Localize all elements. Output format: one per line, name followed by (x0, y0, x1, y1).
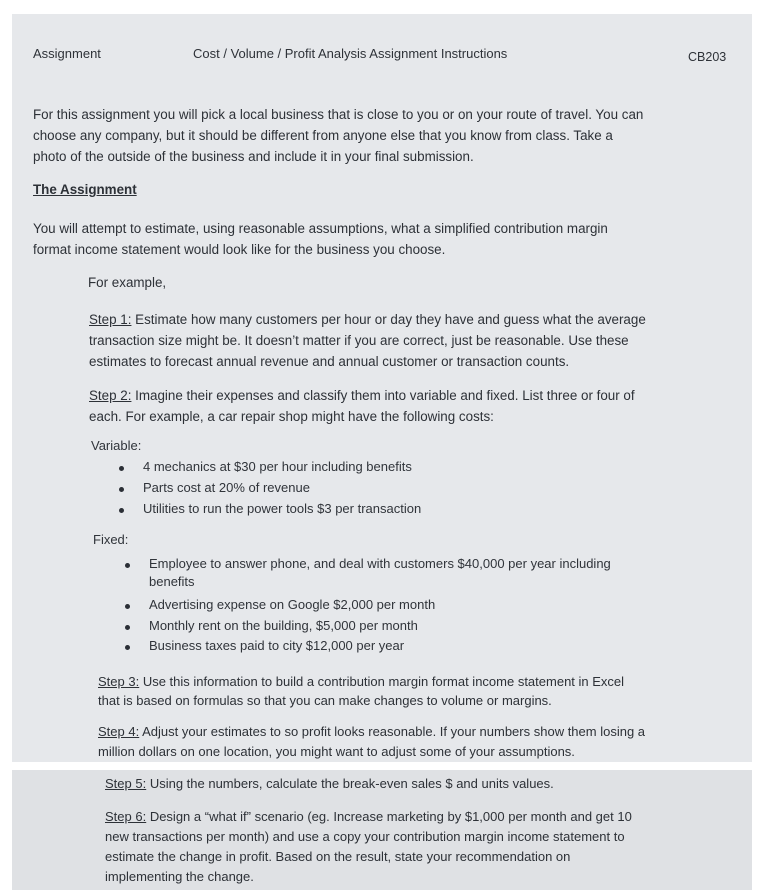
intro-line-2: choose any company, but it should be different from anyone else that you know from class. Take a (33, 128, 613, 143)
variable-heading: Variable: (91, 438, 142, 453)
step2-line-2: each. For example, a car repair shop might have the following costs: (89, 409, 494, 424)
step3-text-1: Use this information to build a contribution margin format income statement in Excel (139, 674, 625, 689)
fixed-item-2: Advertising expense on Google $2,000 per month (149, 597, 436, 612)
step5-line-1 (105, 773, 554, 794)
variable-item-3: Utilities to run the power tools $3 per transaction (143, 501, 422, 516)
bullet-icon (119, 466, 124, 471)
estimate-line-1: You will attempt to estimate, using reasonable assumptions, what a simplified contribution margin (33, 221, 608, 236)
assignment-heading: The Assignment (33, 182, 137, 197)
step4-text-1: Adjust your estimates to so profit looks reasonable. If your numbers show them losing a (139, 724, 646, 739)
estimate-line-2: format income statement would look like for the business you choose. (33, 242, 446, 257)
for-example-label: For example, (88, 275, 167, 290)
header-course-code: CB203 (688, 50, 727, 64)
fixed-item-3: Monthly rent on the building, $5,000 per month (149, 618, 418, 633)
step6-line-4: implementing the change. (105, 869, 254, 884)
header-left: Assignment (33, 46, 101, 61)
variable-item-2: Parts cost at 20% of revenue (143, 480, 310, 495)
header-title: Cost / Volume / Profit Analysis Assignment Instructions (193, 46, 508, 61)
step2-line-1 (89, 385, 635, 406)
fixed-item-4: Business taxes paid to city $12,000 per year (149, 638, 405, 653)
step1-line-1 (89, 309, 646, 330)
step1-label: Step 1: (89, 312, 132, 327)
bullet-icon (119, 508, 124, 513)
step3-line-1 (98, 671, 624, 692)
bullet-icon (125, 604, 130, 609)
step4-label: Step 4: (98, 724, 140, 739)
fixed-item-1-line-1: Employee to answer phone, and deal with customers $40,000 per year including (149, 556, 611, 571)
step1-line-3: estimates to forecast annual revenue and annual customer or transaction counts. (89, 354, 570, 369)
intro-line-3: photo of the outside of the business and include it in your final submission. (33, 149, 474, 164)
step1-text-1: Estimate how many customers per hour or day they have and guess what the average (131, 312, 646, 327)
step5-label: Step 5: (105, 776, 147, 791)
step6-label: Step 6: (105, 809, 147, 824)
bullet-icon (119, 487, 124, 492)
fixed-heading: Fixed: (93, 532, 129, 547)
step5-text-1: Using the numbers, calculate the break-even sales $ and units values. (146, 776, 554, 791)
bullet-icon (125, 563, 130, 568)
bullet-icon (125, 625, 130, 630)
step6-text-1: Design a “what if” scenario (eg. Increase marketing by $1,000 per month and get 10 (146, 809, 632, 824)
bullet-icon (125, 645, 130, 650)
step6-line-3: estimate the change in profit. Based on the result, state your recommendation on (105, 849, 571, 864)
variable-item-1: 4 mechanics at $30 per hour including benefits (143, 459, 412, 474)
step6-line-1 (105, 806, 632, 827)
step4-line-1 (98, 721, 645, 742)
step3-line-2: that is based on formulas so that you can make changes to volume or margins. (98, 693, 552, 708)
fixed-item-1-line-2: benefits (149, 574, 195, 589)
step2-label: Step 2: (89, 388, 132, 403)
step4-line-2: million dollars on one location, you might want to adjust some of your assumptions. (98, 744, 575, 759)
step1-line-2: transaction size might be. It doesn’t matter if you are correct, just be reasonable. Use these (89, 333, 629, 348)
step6-line-2: new transactions per month) and use a copy your contribution margin income statement to (105, 829, 625, 844)
step3-label: Step 3: (98, 674, 140, 689)
intro-line-1: For this assignment you will pick a local business that is close to you or on your route of travel. You can (33, 107, 644, 122)
step2-text-1: Imagine their expenses and classify them into variable and fixed. List three or four of (131, 388, 635, 403)
